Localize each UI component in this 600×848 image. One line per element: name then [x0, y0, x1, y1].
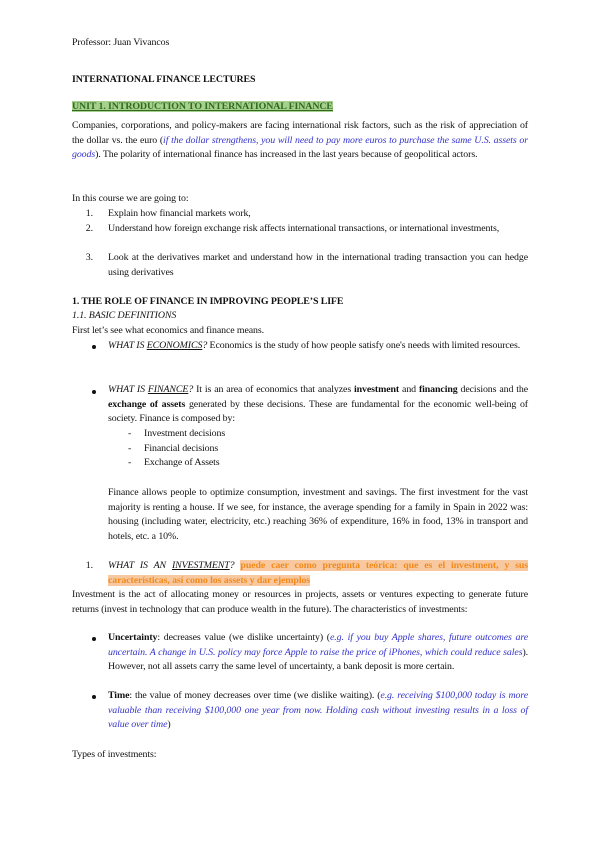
investment-question: 1. WHAT IS AN INVESTMENT? puede caer como pregunta teórica: que es el investment, y sus características, así como los assets y dar ejemplos: [85, 560, 528, 586]
list-item: Investment decisions: [144, 428, 226, 439]
course-lead: In this course we are going to:: [72, 193, 189, 204]
professor-line: Professor: Juan Vivancos: [72, 37, 170, 48]
finance-definition: WHAT IS FINANCE? It is an area of economics that analyzes investment and financing decisions and the exchange of assets generated by these decisions. These are fundamental for the economic well-being of society. Finance is composed by:: [108, 384, 528, 425]
economics-definition: WHAT IS ECONOMICS? Economics is the study of how people satisfy one's needs with limited resources.: [108, 340, 521, 351]
list-item: Financial decisions: [144, 443, 219, 454]
dollar-example: if the dollar strengthens, you will need to pay more euros to purchase the same U.S. assets or goods: [72, 134, 528, 161]
course-goals-list: 1. Explain how financial markets work, 2. Understand how foreign exchange risk affects international transactions, or international investments, 3. Look at the derivatives market and understand how in the international trading transaction you can hedge using derivatives: [85, 208, 528, 278]
time-item: Time: the value of money decreases over time (we dislike waiting). (e.g. receiving $100,000 today is more valuable than receiving $100,000 one year from now. Holding cash without investing results in a loss of value over time): [108, 690, 529, 731]
section1-heading: 1. THE ROLE OF FINANCE IN IMPROVING PEOPLE’S LIFE: [72, 296, 344, 307]
bullet-icon: [92, 390, 96, 394]
finance-components-list: - Investment decisions - Financial decisions - Exchange of Assets: [108, 427, 528, 471]
types-of-investments-lead: Types of investments:: [72, 749, 157, 760]
list-item: Exchange of Assets: [144, 457, 220, 468]
exam-note-highlight: puede caer como pregunta teórica: que es el investment, y sus características, así como los assets y dar ejemplos: [108, 560, 528, 586]
section1-lead: First let’s see what economics and finance means.: [72, 325, 264, 336]
bullet-icon: [92, 695, 96, 699]
course-title: INTERNATIONAL FINANCE LECTURES: [72, 74, 256, 85]
finance-paragraph: Finance allows people to optimize consumption, investment and savings. The first investment for the vast majority is renting a house. If we see, for instance, the average spending for a family in Spain in 2022 was: housing (including water, electricity, etc.) reaching 36% of expenditure, 16% in food, 13% in transport and hotels, etc. a 10%.: [108, 487, 528, 542]
bullet-icon: [92, 345, 96, 349]
bullet-icon: [92, 637, 96, 641]
uncertainty-item: Uncertainty: decreases value (we dislike uncertainty) (e.g. if you buy Apple shares, future outcomes are uncertain. A change in U.S. policy may force Apple to raise the price of iPhones, which could reduce sales). However, not all assets carry the same level of uncertainty, a bank deposit is more certain.: [108, 632, 528, 673]
unit-heading: [72, 100, 528, 115]
unit-heading-text: UNIT 1. INTRODUCTION TO INTERNATIONAL FINANCE: [72, 101, 333, 112]
section1-subheading: 1.1. BASIC DEFINITIONS: [72, 310, 177, 321]
investment-definition: Investment is the act of allocating money or resources in projects, assets or ventures expecting to generate future returns (invest in technology that can produce wealth in the future). The characteristics of investments:: [72, 589, 528, 615]
intro-paragraph: Companies, corporations, and policy-makers are facing international risk factors, such as the risk of appreciation of the dollar vs. the euro (if the dollar strengthens, you will need to pay more euros to purchase the same U.S. assets or goods). The polarity of international finance has increased in the last years because of geopolitical actors.: [72, 120, 528, 161]
